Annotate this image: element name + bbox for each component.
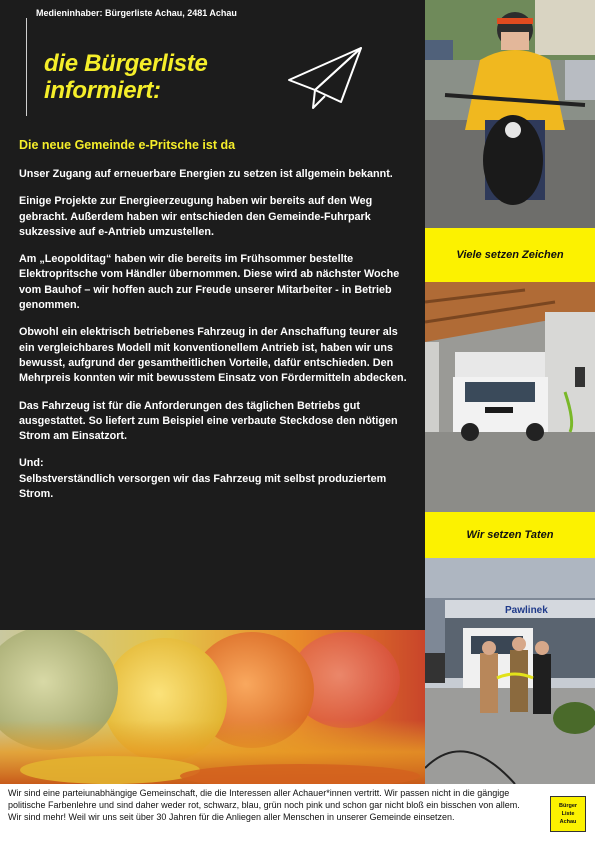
vertical-divider <box>26 18 27 116</box>
imprint: Medieninhaber: Bürgerliste Achau, 2481 Achau <box>36 8 237 18</box>
paper-plane-icon <box>285 42 365 112</box>
buergerliste-logo <box>550 796 586 832</box>
paragraph: Obwohl ein elektrisch betriebenes Fahrzeug in der Anschaffung teurer als ein vergleichbares Modell mit konventionellem Antrieb ist, haben wir uns bewusst, aufgrund der gesamtheitlichen Vorteile, dafür entschieden. Den Mehrpreis konnten wir mit bewusstem Einsatz von Fördermitteln abdecken. <box>19 326 407 385</box>
paragraph: Selbstverständlich versorgen wir das Fahrzeug mit selbst produziertem Strom. <box>19 472 387 501</box>
caption-first: Viele setzen Zeichen <box>425 228 595 282</box>
headline <box>44 50 208 104</box>
paragraph: Das Fahrzeug ist für die Anforderungen des täglichen Betriebs gut ausgestattet. So liefert zum Beispiel eine verbaute Steckdose den nötigen Strom am Einsatzort. <box>19 399 398 443</box>
logo-line-1: Bürger <box>558 803 578 809</box>
dealer-sign-text: Pawlinek <box>505 605 548 616</box>
paragraph: Unser Zugang auf erneuerbare Energien zu setzen ist allgemein bekannt. <box>19 168 393 180</box>
caption-second: Wir setzen Taten <box>425 512 595 558</box>
article-title: Die neue Gemeinde e-Pritsche ist da <box>19 138 236 152</box>
footer-text: Wir sind eine parteiunabhängige Gemeinschaft, die die Interessen aller Achauer*innen vertritt. Wir passen nicht in die gängige politische Farbenlehre und sind daher weder rot, schwarz, blau, grün noch pink und schon gar nicht bloß ein bisschen von allem. Wir sind mehr! Weil wir uns seit über 30 Jahren für die Anliegen aller Menschen in unserer Gemeinde einsetzen. <box>8 788 520 822</box>
headline-line-1: die Bürgerliste <box>44 50 208 77</box>
paragraph: Am „Leopolditag“ haben wir die bereits im Frühsommer bestellte Elektropritsche vom Händler übernommen. Diese wird ab nächster Woche vom Bauhof – wir hoffen auch zur Freude unserer Mitarbeiter - in Betrieb genommen. <box>19 253 400 312</box>
logo-line-3: Achau <box>559 819 577 825</box>
logo-line-2: Liste <box>561 811 575 817</box>
handover-photo <box>425 558 595 784</box>
paragraph: Und: <box>19 457 44 470</box>
chalk-photo <box>0 630 425 784</box>
scooter-photo <box>425 0 595 228</box>
paragraph: Einige Projekte zur Energieerzeugung haben wir bereits auf den Weg gebracht. Außerdem haben wir entschieden den Gemeinde-Fuhrpark sukzessive auf e-Antrieb umzustellen. <box>19 195 373 238</box>
article-body <box>19 167 411 502</box>
headline-line-2: informiert: <box>44 77 161 104</box>
etruck-garage-photo <box>425 282 595 512</box>
